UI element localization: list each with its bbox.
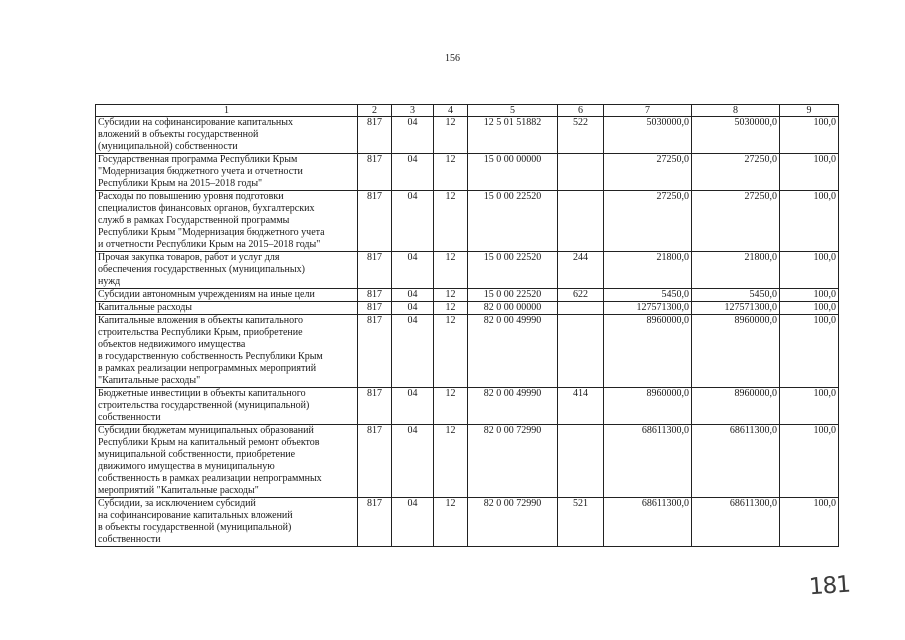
row-target-code: 15 0 00 00000 [468, 154, 558, 191]
table-row [96, 252, 839, 289]
row-expense-type: 244 [558, 252, 604, 289]
row-subsection-code: 12 [434, 252, 468, 289]
table-row [96, 117, 839, 154]
row-executed-amount: 27250,0 [692, 154, 780, 191]
row-expense-type [558, 425, 604, 498]
row-execution-percent: 100,0 [780, 388, 839, 425]
row-target-code: 12 5 01 51882 [468, 117, 558, 154]
row-name: Капитальные расходы [96, 302, 358, 315]
row-planned-amount: 8960000,0 [604, 388, 692, 425]
row-executed-amount: 8960000,0 [692, 315, 780, 388]
header-cell: 2 [358, 105, 392, 117]
table-row [96, 498, 839, 547]
row-subsection-code: 12 [434, 315, 468, 388]
row-target-code: 15 0 00 22520 [468, 252, 558, 289]
row-execution-percent: 100,0 [780, 191, 839, 252]
header-cell: 7 [604, 105, 692, 117]
row-executed-amount: 21800,0 [692, 252, 780, 289]
row-name: Субсидии автономным учреждениям на иные цели [96, 289, 358, 302]
row-executed-amount: 68611300,0 [692, 425, 780, 498]
table-row [96, 154, 839, 191]
row-ministry-code: 817 [358, 498, 392, 547]
row-expense-type: 522 [558, 117, 604, 154]
row-executed-amount: 5030000,0 [692, 117, 780, 154]
row-target-code: 82 0 00 72990 [468, 425, 558, 498]
row-planned-amount: 5030000,0 [604, 117, 692, 154]
row-executed-amount: 8960000,0 [692, 388, 780, 425]
header-cell: 4 [434, 105, 468, 117]
row-planned-amount: 5450,0 [604, 289, 692, 302]
row-section-code: 04 [392, 388, 434, 425]
row-planned-amount: 127571300,0 [604, 302, 692, 315]
row-target-code: 82 0 00 72990 [468, 498, 558, 547]
table-row [96, 315, 839, 388]
row-subsection-code: 12 [434, 302, 468, 315]
row-executed-amount: 5450,0 [692, 289, 780, 302]
header-cell: 6 [558, 105, 604, 117]
header-cell: 1 [96, 105, 358, 117]
row-subsection-code: 12 [434, 388, 468, 425]
row-name: Субсидии бюджетам муниципальных образований Республики Крым на капитальный ремонт объектов муниципальной собственности, приобретение движимого имущества в муниципальную собственность в рамках реализации непрограммных мероприятий "Капитальные расходы" [96, 425, 358, 498]
table-body [96, 117, 839, 547]
row-section-code: 04 [392, 117, 434, 154]
row-execution-percent: 100,0 [780, 154, 839, 191]
row-name: Государственная программа Республики Крым "Модернизация бюджетного учета и отчетности Республики Крым на 2015–2018 годы" [96, 154, 358, 191]
row-execution-percent: 100,0 [780, 302, 839, 315]
row-execution-percent: 100,0 [780, 252, 839, 289]
table-row [96, 425, 839, 498]
row-name: Прочая закупка товаров, работ и услуг для обеспечения государственных (муниципальных) нужд [96, 252, 358, 289]
row-subsection-code: 12 [434, 117, 468, 154]
row-subsection-code: 12 [434, 191, 468, 252]
row-section-code: 04 [392, 425, 434, 498]
row-ministry-code: 817 [358, 154, 392, 191]
row-target-code: 82 0 00 00000 [468, 302, 558, 315]
row-ministry-code: 817 [358, 252, 392, 289]
row-ministry-code: 817 [358, 425, 392, 498]
header-cell: 5 [468, 105, 558, 117]
row-planned-amount: 68611300,0 [604, 498, 692, 547]
row-name: Капитальные вложения в объекты капитального строительства Республики Крым, приобретение объектов недвижимого имущества в государственную собственность Республики Крым в рамках реализации непрограммных мероприятий "Капитальные расходы" [96, 315, 358, 388]
row-expense-type [558, 302, 604, 315]
row-expense-type: 521 [558, 498, 604, 547]
row-expense-type: 414 [558, 388, 604, 425]
row-subsection-code: 12 [434, 498, 468, 547]
row-target-code: 82 0 00 49990 [468, 315, 558, 388]
row-execution-percent: 100,0 [780, 315, 839, 388]
row-section-code: 04 [392, 302, 434, 315]
row-section-code: 04 [392, 154, 434, 191]
page-number: 156 [445, 53, 460, 64]
row-subsection-code: 12 [434, 154, 468, 191]
table-row [96, 289, 839, 302]
header-row [96, 105, 839, 117]
row-expense-type [558, 154, 604, 191]
handwritten-page-mark: 181 [808, 571, 851, 601]
header-cell: 3 [392, 105, 434, 117]
row-ministry-code: 817 [358, 191, 392, 252]
row-execution-percent: 100,0 [780, 117, 839, 154]
table-row [96, 191, 839, 252]
row-subsection-code: 12 [434, 425, 468, 498]
row-ministry-code: 817 [358, 117, 392, 154]
table-row [96, 388, 839, 425]
row-expense-type [558, 315, 604, 388]
row-ministry-code: 817 [358, 315, 392, 388]
row-execution-percent: 100,0 [780, 289, 839, 302]
table-row [96, 302, 839, 315]
row-executed-amount: 127571300,0 [692, 302, 780, 315]
row-executed-amount: 68611300,0 [692, 498, 780, 547]
row-name: Субсидии, за исключением субсидий на софинансирование капитальных вложений в объекты государственной (муниципальной) собственности [96, 498, 358, 547]
row-subsection-code: 12 [434, 289, 468, 302]
row-ministry-code: 817 [358, 289, 392, 302]
row-name: Субсидии на софинансирование капитальных вложений в объекты государственной (муниципальной) собственности [96, 117, 358, 154]
row-name: Бюджетные инвестиции в объекты капитального строительства государственной (муниципальной) собственности [96, 388, 358, 425]
row-section-code: 04 [392, 252, 434, 289]
row-section-code: 04 [392, 498, 434, 547]
row-section-code: 04 [392, 191, 434, 252]
row-planned-amount: 21800,0 [604, 252, 692, 289]
row-executed-amount: 27250,0 [692, 191, 780, 252]
table-header [96, 105, 839, 117]
row-target-code: 15 0 00 22520 [468, 289, 558, 302]
row-planned-amount: 27250,0 [604, 191, 692, 252]
row-execution-percent: 100,0 [780, 498, 839, 547]
row-execution-percent: 100,0 [780, 425, 839, 498]
row-planned-amount: 8960000,0 [604, 315, 692, 388]
row-section-code: 04 [392, 289, 434, 302]
row-target-code: 82 0 00 49990 [468, 388, 558, 425]
header-cell: 9 [780, 105, 839, 117]
row-expense-type: 622 [558, 289, 604, 302]
row-name: Расходы по повышению уровня подготовки специалистов финансовых органов, бухгалтерских служб в рамках Государственной программы Республики Крым "Модернизация бюджетного учета и отчетности Республики Крым на 2015–2018 годы" [96, 191, 358, 252]
header-cell: 8 [692, 105, 780, 117]
row-ministry-code: 817 [358, 388, 392, 425]
row-planned-amount: 27250,0 [604, 154, 692, 191]
row-ministry-code: 817 [358, 302, 392, 315]
budget-table [95, 104, 839, 547]
row-planned-amount: 68611300,0 [604, 425, 692, 498]
row-expense-type [558, 191, 604, 252]
row-target-code: 15 0 00 22520 [468, 191, 558, 252]
row-section-code: 04 [392, 315, 434, 388]
